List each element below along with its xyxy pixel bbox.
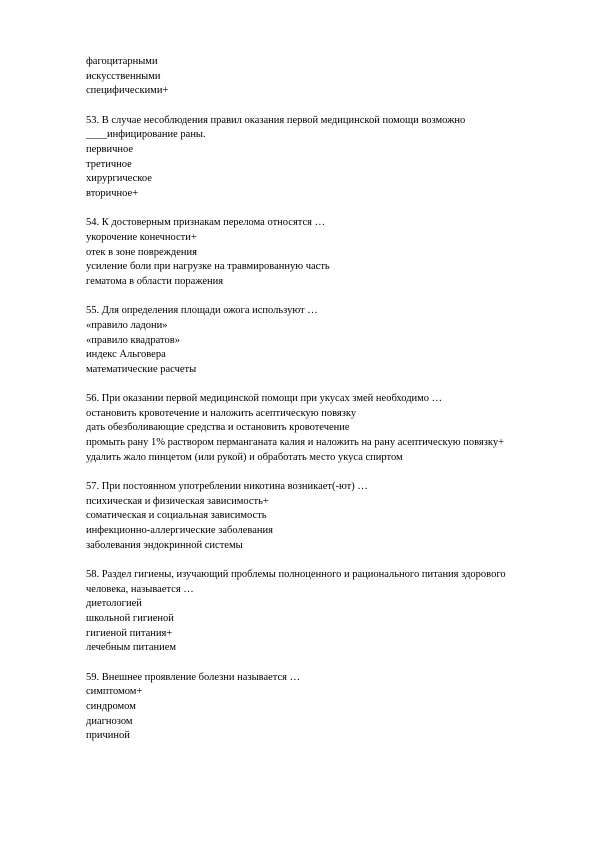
answer-option: «правило ладони» bbox=[86, 319, 168, 331]
question-56 bbox=[86, 392, 526, 465]
answer-option: хирургическое bbox=[86, 173, 152, 185]
answer-option: диетологией bbox=[86, 598, 142, 610]
question-text: 55. Для определения площади ожога используют … bbox=[86, 305, 318, 317]
document-page bbox=[86, 55, 526, 744]
answer-option: промыть рану 1% раствором перманганата калия и наложить на рану асептическую повязку+ bbox=[86, 437, 505, 449]
answer-option: отек в зоне повреждения bbox=[86, 246, 197, 258]
question-text: 59. Внешнее проявление болезни называется … bbox=[86, 671, 301, 683]
answer-option: заболевания эндокринной системы bbox=[86, 539, 243, 551]
answer-option: синдромом bbox=[86, 700, 136, 712]
answer-option: фагоцитарными bbox=[86, 56, 158, 67]
answer-option: симптомом+ bbox=[86, 686, 143, 698]
answer-option: дать обезболивающие средства и остановить кровотечение bbox=[86, 422, 350, 434]
answer-option: диагнозом bbox=[86, 715, 133, 727]
answer-option: инфекционно-аллергические заболевания bbox=[86, 525, 273, 537]
question-text: 53. В случае несоблюдения правил оказания первой медицинской помощи возможно ____инфицирование раны. bbox=[86, 114, 466, 141]
answer-option: «правило квадратов» bbox=[86, 334, 180, 346]
question-55 bbox=[86, 304, 526, 377]
answer-option: удалить жало пинцетом (или рукой) и обработать место укуса спиртом bbox=[86, 451, 403, 463]
answer-option: третичное bbox=[86, 158, 132, 170]
answer-option: причиной bbox=[86, 730, 130, 742]
question-59 bbox=[86, 671, 526, 744]
answer-option: укорочение конечности+ bbox=[86, 231, 197, 243]
answer-option: соматическая и социальная зависимость bbox=[86, 510, 267, 522]
answer-option: психическая и физическая зависимость+ bbox=[86, 495, 269, 507]
question-58 bbox=[86, 568, 526, 656]
lead-options bbox=[86, 55, 526, 99]
answer-option: остановить кровотечение и наложить асептическую повязку bbox=[86, 407, 357, 419]
question-text: 54. К достоверным признакам перелома относятся … bbox=[86, 217, 326, 229]
answer-option: лечебным питанием bbox=[86, 642, 177, 654]
answer-option: гигиеной питания+ bbox=[86, 627, 173, 639]
question-text: 57. При постоянном употреблении никотина возникает(-ют) … bbox=[86, 481, 368, 493]
answer-option: школьной гигиеной bbox=[86, 613, 174, 624]
answer-option: вторичное+ bbox=[86, 187, 139, 199]
answer-option: усиление боли при нагрузке на травмированную часть bbox=[86, 261, 330, 273]
answer-option: искусственными bbox=[86, 70, 161, 82]
answer-option: гематома в области поражения bbox=[86, 275, 224, 287]
question-54 bbox=[86, 216, 526, 289]
question-53 bbox=[86, 114, 526, 202]
answer-option: математические расчеты bbox=[86, 363, 197, 375]
question-57 bbox=[86, 480, 526, 553]
answer-option: первичное bbox=[86, 143, 134, 155]
question-text: 56. При оказании первой медицинской помощи при укусах змей необходимо … bbox=[86, 393, 443, 405]
answer-option: индекс Альговера bbox=[86, 349, 166, 361]
question-text: 58. Раздел гигиены, изучающий проблемы полноценного и рационального питания здорового человека, называется … bbox=[86, 569, 506, 595]
answer-option: специфическими+ bbox=[86, 85, 169, 97]
